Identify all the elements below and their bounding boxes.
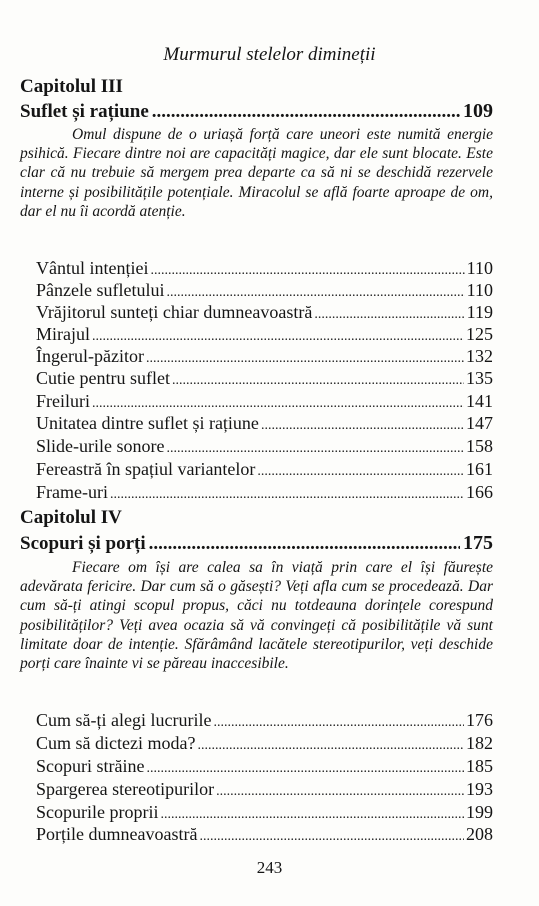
toc-entry <box>36 324 493 345</box>
toc-entry-page: 193 <box>466 779 493 799</box>
toc-entry <box>36 302 493 323</box>
dot-leader <box>92 329 464 345</box>
toc-entry-title: Scopuri străine <box>36 756 145 776</box>
dot-leader <box>166 441 464 457</box>
toc-entry <box>36 436 493 457</box>
toc-entry-page: 125 <box>466 324 493 344</box>
toc-entry-title: Vrăjitorul sunteți chiar dumneavoastră <box>36 302 313 322</box>
toc-entry-title: Spargerea stereotipurilor <box>36 779 215 799</box>
toc-entry <box>36 346 493 367</box>
toc-entry-title: Porțile dumneavoastră <box>36 824 198 844</box>
toc-entry <box>36 258 493 279</box>
toc-entry-title: Cum să dictezi moda? <box>36 733 196 753</box>
dot-leader <box>146 351 464 367</box>
toc-entry <box>36 802 493 823</box>
section-heading <box>20 100 493 123</box>
toc-entry-page: 110 <box>466 280 493 300</box>
dot-leader <box>216 784 464 800</box>
toc-entry <box>36 710 493 731</box>
toc-entry <box>36 413 493 434</box>
toc-entry-title: Mirajul <box>36 324 90 344</box>
dot-leader <box>199 829 464 845</box>
toc-entry-title: Unitatea dintre suflet și rațiune <box>36 413 259 433</box>
toc-entry <box>36 368 493 389</box>
toc-entry <box>36 779 493 800</box>
toc-entry-page: 208 <box>466 824 493 844</box>
toc-entry-page: 182 <box>466 733 493 753</box>
dot-leader <box>152 101 460 123</box>
toc-entry-title: Pânzele sufletului <box>36 280 165 300</box>
dot-leader <box>166 285 464 301</box>
toc-entry-title: Freiluri <box>36 391 90 411</box>
toc-entry <box>36 824 493 845</box>
dot-leader <box>261 418 464 434</box>
toc-entry <box>36 733 493 754</box>
dot-leader <box>197 738 464 754</box>
dot-leader <box>213 715 464 731</box>
toc-entry <box>36 391 493 412</box>
section-page: 109 <box>463 100 493 122</box>
dot-leader <box>146 761 464 777</box>
section-page: 175 <box>463 532 493 554</box>
toc-entry-page: 135 <box>466 368 493 388</box>
dot-leader <box>314 307 464 323</box>
toc-entry-title: Slide-urile sonore <box>36 436 165 456</box>
dot-leader <box>172 373 464 389</box>
toc-entry-title: Cutie pentru suflet <box>36 368 170 388</box>
toc-entry <box>36 280 493 301</box>
dot-leader <box>92 396 464 412</box>
toc-entry-page: 199 <box>466 802 493 822</box>
page-number: 243 <box>256 858 283 877</box>
chapter-description: Omul dispune de o uriașă forță care uneori este numită energie psihică. Fiecare dintre noi are capacități magice, dar ele sunt blocate. Este clar că nu trebuie să mergem prea departe ca să ni se deschidă rezervele interne și posibilitățile potențiale. Miracolul se află foarte aproape de om, dar el nu îi acordă atenție. <box>20 126 493 220</box>
toc-entry-page: 147 <box>466 413 493 433</box>
toc-entry-page: 161 <box>466 459 493 479</box>
toc-entry-page: 166 <box>466 482 493 502</box>
toc-entry-page: 119 <box>466 302 493 322</box>
chapter-description: Fiecare om își are calea sa în viață prin care el își făurește adevărata fericire. Dar cum să o găsești? Veți afla cum se procedează. Dar cum să-ți atingi scopul propus, căci nu totdeauna dorințele corespund posibilităților? Veți avea ocazia să vă convingeți că posibilitățile vă sunt limitate doar de intenție. Sfărâmând lacătele stereotipurilor, veți deschide porți care înainte vi se păreau inaccesibile. <box>20 559 493 673</box>
toc-entry-title: Frame-uri <box>36 482 108 502</box>
dot-leader <box>160 807 464 823</box>
toc-entry <box>36 756 493 777</box>
toc-entry-page: 110 <box>466 258 493 278</box>
toc-entry-title: Fereastră în spațiul variantelor <box>36 459 256 479</box>
section-heading <box>20 532 493 555</box>
dot-leader <box>150 263 464 279</box>
toc-entry-title: Cum să-ți alegi lucrurile <box>36 710 212 730</box>
toc-entry-page: 141 <box>466 391 493 411</box>
chapter-heading: Capitolul III <box>20 76 123 97</box>
toc-entry-page: 176 <box>466 710 493 730</box>
toc-entry <box>36 459 493 480</box>
dot-leader <box>257 464 464 480</box>
toc-entry-title: Vântul intenției <box>36 258 149 278</box>
toc-entry-page: 185 <box>466 756 493 776</box>
toc-entry-title: Scopurile proprii <box>36 802 159 822</box>
dot-leader <box>110 487 464 503</box>
toc-entry-title: Îngerul-păzitor <box>36 346 144 366</box>
chapter-heading: Capitolul IV <box>20 507 122 528</box>
section-title: Suflet și rațiune <box>20 101 149 122</box>
toc-entry-page: 132 <box>466 346 493 366</box>
section-title: Scopuri și porți <box>20 533 146 554</box>
running-head: Murmurul stelelor dimineții <box>163 44 376 65</box>
toc-entry-page: 158 <box>466 436 493 456</box>
dot-leader <box>149 533 460 555</box>
toc-entry <box>36 482 493 503</box>
